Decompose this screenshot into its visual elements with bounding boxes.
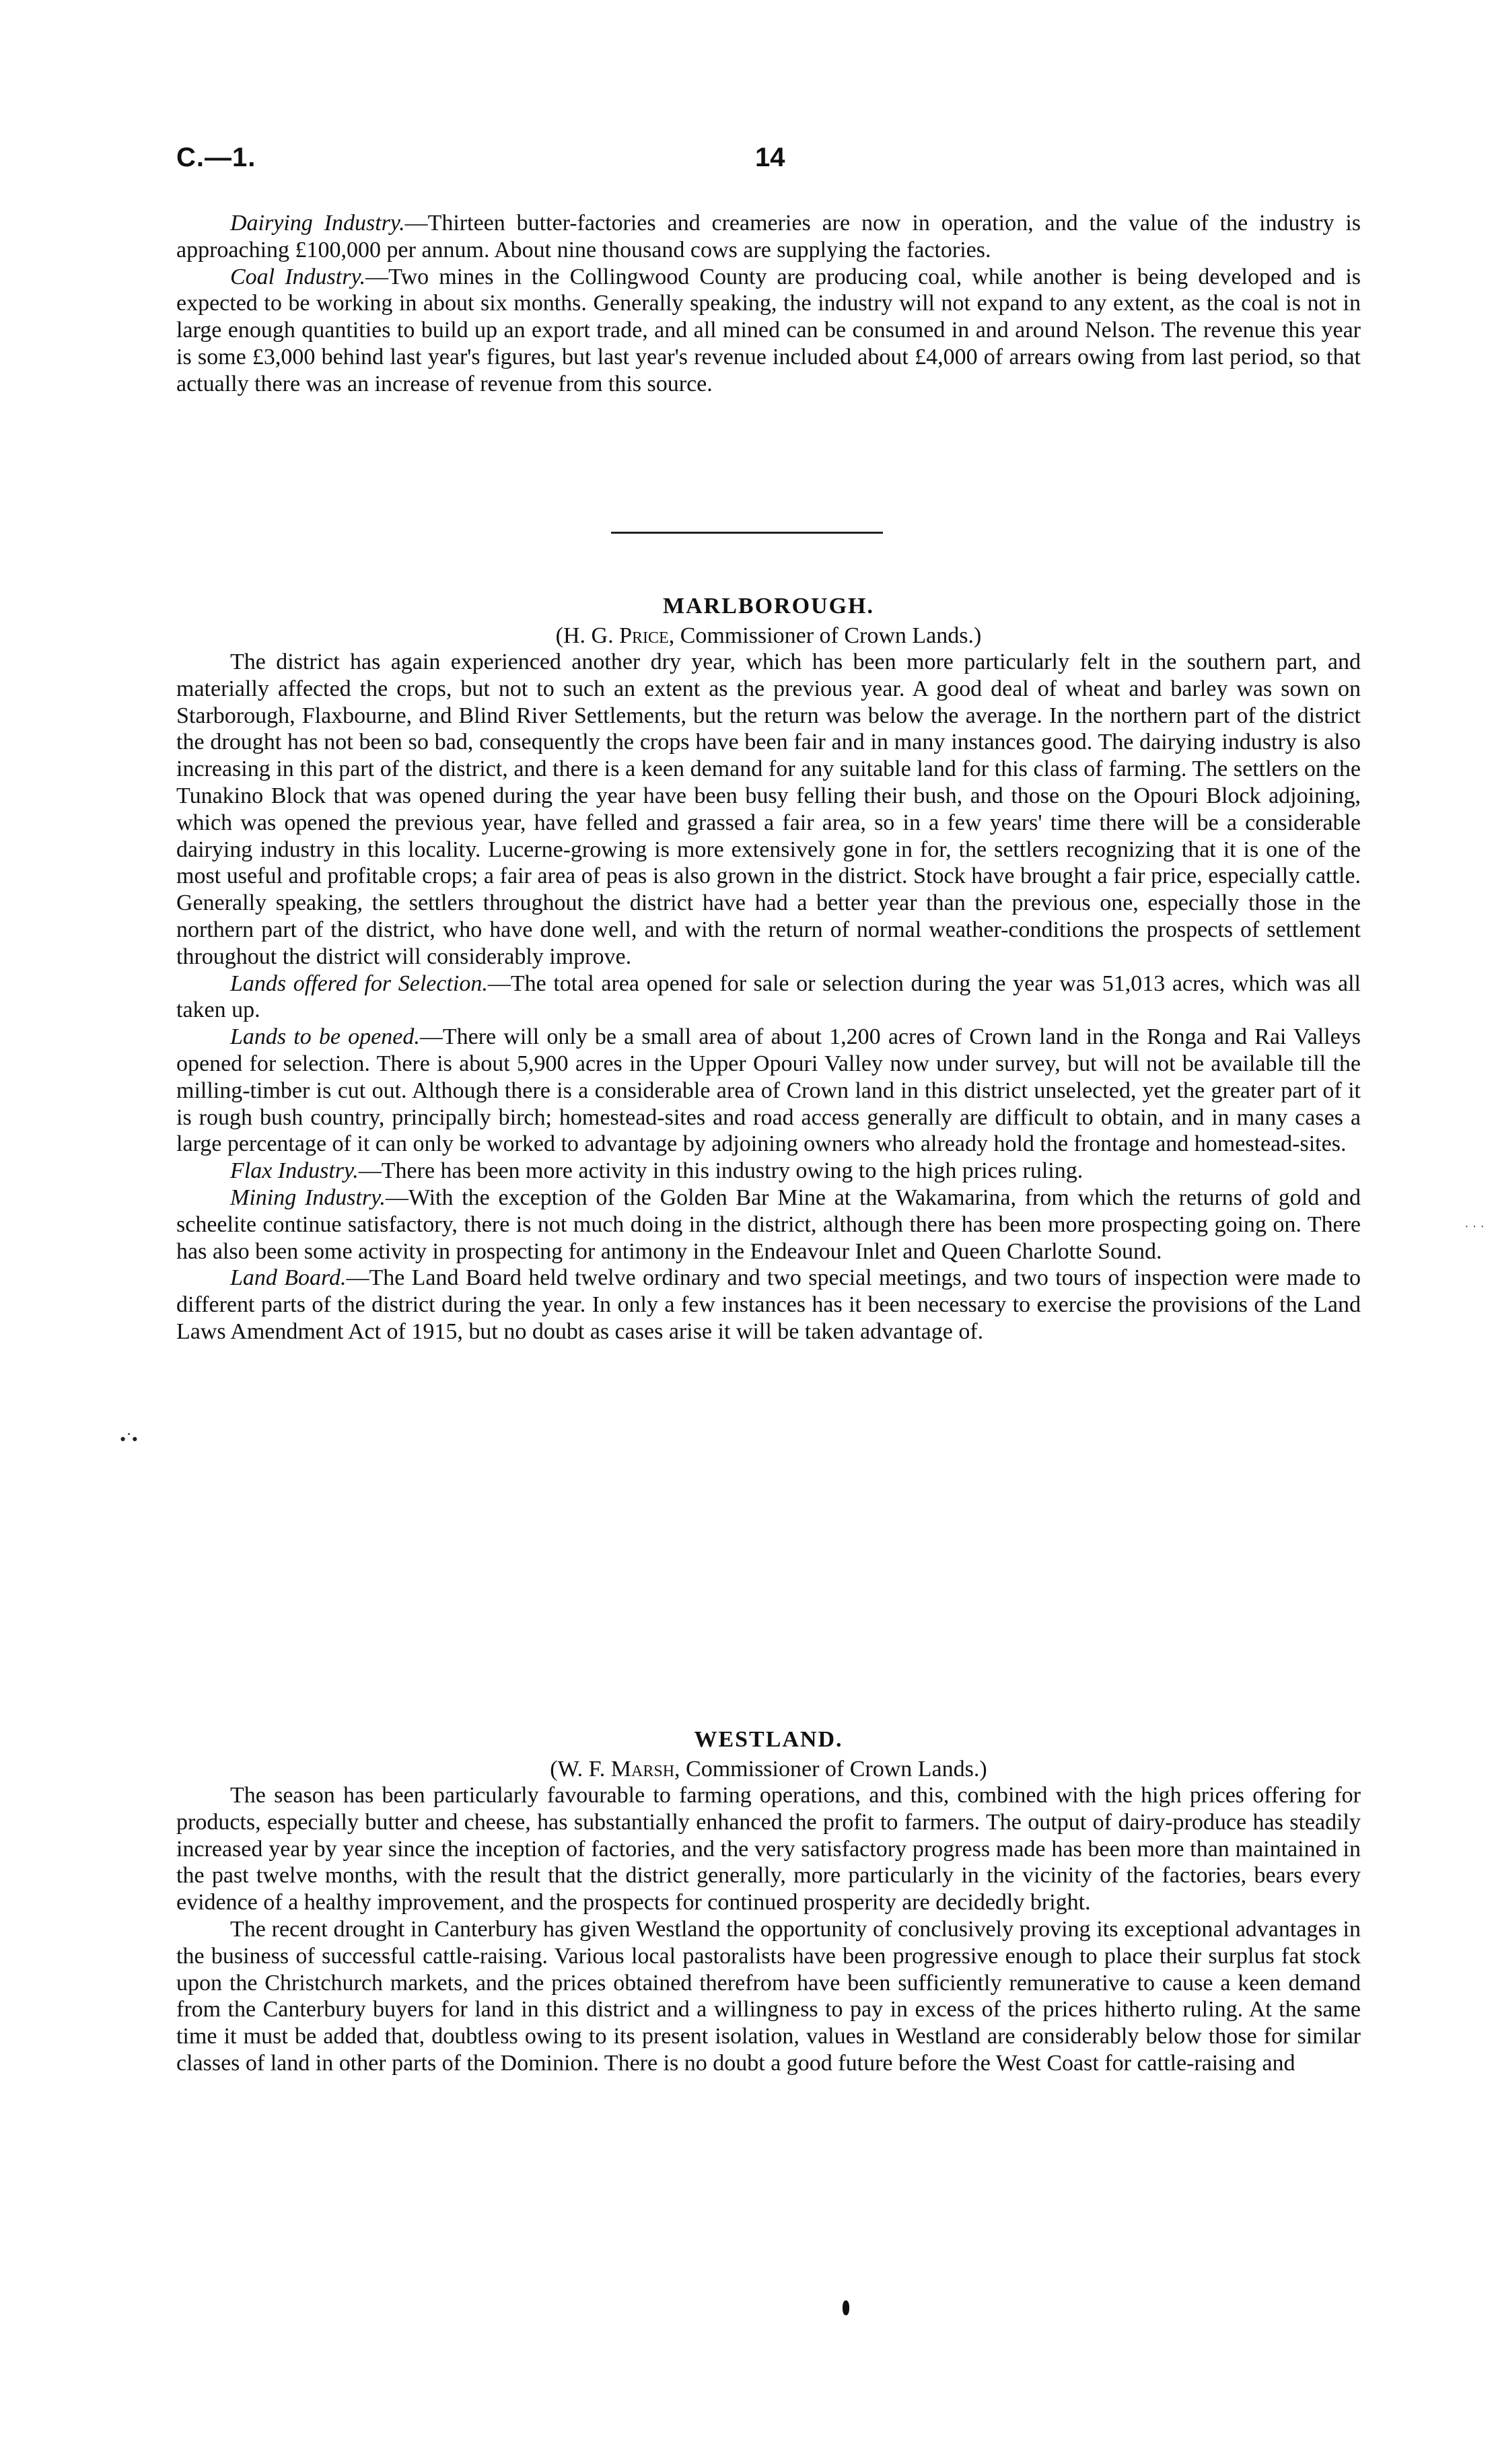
westland-season-paragraph: The season has been particularly favourable to farming operations, and this, combined with the high prices offering for products, especially butter and cheese, has substantially enhanced the profit to farmers. The output of dairy-produce has steadily increased year by year since the inception of factories, and the very satisfactory progress made has been more than maintained in the past twelve months, with the result that the district generally, more particularly in the vicinity of the factories, bears every evidence of a healthy improvement, and the prospects for continued prosperity are decidedly bright. — [176, 1783, 1361, 1915]
paragraph-lead: Lands to be opened. — [230, 1024, 420, 1050]
section-subtitle — [176, 623, 1361, 649]
bottom-ink-mark — [843, 2300, 849, 2315]
margin-speck-right: · · · — [1464, 1220, 1485, 1234]
nelson-continued-section — [176, 210, 1361, 398]
subtitle-open: (H. G. — [555, 623, 620, 648]
paragraph-lead: Lands offered for Selection. — [230, 971, 488, 996]
coal-industry-paragraph — [176, 264, 1361, 398]
commissioner-name: Marsh — [610, 1757, 675, 1782]
section-title: MARLBOROUGH. — [663, 594, 874, 619]
section-title: WESTLAND. — [694, 1727, 843, 1752]
westland-drought-paragraph: The recent drought in Canterbury has given Westland the opportunity of conclusively proving its exceptional advantages in the business of successful cattle-raising. Various local pastoralists have been progressive enough to place their surplus fat stock upon the Christchurch markets, and the prices obtained therefrom have been sufficiently remunerative to cause a keen demand from the Canterbury buyers for land in this district and a willingness to pay in excess of the prices hitherto ruling. At the same time it must be added that, doubtless owing to its present isolation, values in Westland are considerably below those for similar classes of land in other parts of the Dominion. There is no doubt a good future before the West Coast for cattle-raising and — [176, 1916, 1361, 2076]
page-header — [176, 143, 1361, 183]
section-subtitle — [176, 1757, 1361, 1782]
dairying-industry-paragraph — [176, 210, 1361, 264]
paragraph-text: —Thirteen butter-factories and creameries are now in operation, and the value of the industry is approaching £100,000 per annum. About nine thousand cows are supplying the factories. — [176, 211, 1361, 262]
paragraph-lead: Land Board. — [230, 1265, 347, 1291]
paragraph-lead: Mining Industry. — [230, 1185, 386, 1210]
section-divider — [611, 532, 883, 534]
paragraph-text: —With the exception of the Golden Bar Mine at the Wakamarina, from which the returns of gold and scheelite continue satisfactory, there is not much doing in the district, although there has been more prospecting going on. There has also been some activity in prospecting for antimony in the Endeavour Inlet and Queen Charlotte Sound. — [176, 1185, 1361, 1264]
subtitle-close: , Commissioner of Crown Lands.) — [674, 1757, 987, 1782]
flax-industry-paragraph — [176, 1158, 1361, 1185]
subtitle-close: , Commissioner of Crown Lands.) — [668, 623, 982, 648]
lands-offered-paragraph — [176, 971, 1361, 1024]
lands-to-be-opened-paragraph — [176, 1024, 1361, 1158]
paragraph-text: —There will only be a small area of about 1,200 acres of Crown land in the Ronga and Rai Valleys opened for selection. There is about 5,900 acres in the Upper Opouri Valley now under survey, but will not be available till the milling-timber is cut out. Although there is a considerable area of Crown land in this district unselected, yet the greater part of it is rough bush country, principally birch; homestead-sites and road access generally are difficult to obtain, and in many cases a large percentage of it can only be worked to advantage by adjoining owners who already hold the frontage and homestead-sites. — [176, 1024, 1361, 1157]
paragraph-text: —There has been more activity in this industry owing to the high prices ruling. — [358, 1158, 1083, 1184]
subtitle-open: (W. F. — [550, 1757, 611, 1782]
westland-section — [176, 1727, 1361, 2077]
document-reference: C.—1. — [176, 143, 256, 172]
paragraph-text: —The Land Board held twelve ordinary and two special meetings, and two tours of inspection were made to different parts of the district during the year. In only a few instances has it been necessary to exercise the provisions of the Land Laws Amendment Act of 1915, but no doubt as cases arise it will be taken advantage of. — [176, 1265, 1361, 1344]
marlborough-intro-paragraph: The district has again experienced another dry year, which has been more particularly felt in the southern part, and materially affected the crops, but not to such an extent as the previous year. A good deal of wheat and barley was sown on Starborough, Flaxbourne, and Blind River Settlements, but the return was below the average. In the northern part of the district the drought has not been so bad, consequently the crops have been fair and in many instances good. The dairying industry is also increasing in this part of the district, and there is a keen demand for any suitable land for this class of farming. The settlers on the Tunakino Block that was opened during the year have been busy felling their bush, and those on the Opouri Block adjoining, which was opened the previous year, have felled and grassed a fair area, so in a few years' time there will be a considerable dairying industry in this locality. Lucerne-growing is more extensively gone in for, the settlers recognizing that it is one of the most useful and profitable crops; a fair area of peas is also grown in the district. Stock have brought a fair price, especially cattle. Generally speaking, the settlers throughout the district have had a better year than the previous one, especially those in the northern part of the district, who have done well, and with the return of normal weather-conditions the prospects of settlement throughout the district will considerably improve. — [176, 649, 1361, 969]
margin-speck-left: •˙• — [120, 1430, 138, 1449]
marlborough-section — [176, 594, 1361, 1345]
paragraph-lead: Flax Industry. — [230, 1158, 359, 1184]
land-board-paragraph — [176, 1265, 1361, 1345]
paragraph-text: —The total area opened for sale or selection during the year was 51,013 acres, which was all taken up. — [176, 971, 1361, 1023]
mining-industry-paragraph — [176, 1185, 1361, 1265]
paragraph-lead: Dairying Industry. — [230, 211, 405, 236]
commissioner-name: Price — [619, 623, 669, 648]
page-number: 14 — [755, 143, 785, 172]
paragraph-lead: Coal Industry. — [230, 264, 366, 289]
paragraph-text: —Two mines in the Collingwood County are producing coal, while another is being developed and is expected to be working in about six months. Generally speaking, the industry will not expand to any extent, as the coal is not in large enough quantities to build up an export trade, and all mined can be consumed in and around Nelson. The revenue this year is some £3,000 behind last year's figures, but last year's revenue included about £4,000 of arrears owing from last period, so that actually there was an increase of revenue from this source. — [176, 264, 1361, 396]
